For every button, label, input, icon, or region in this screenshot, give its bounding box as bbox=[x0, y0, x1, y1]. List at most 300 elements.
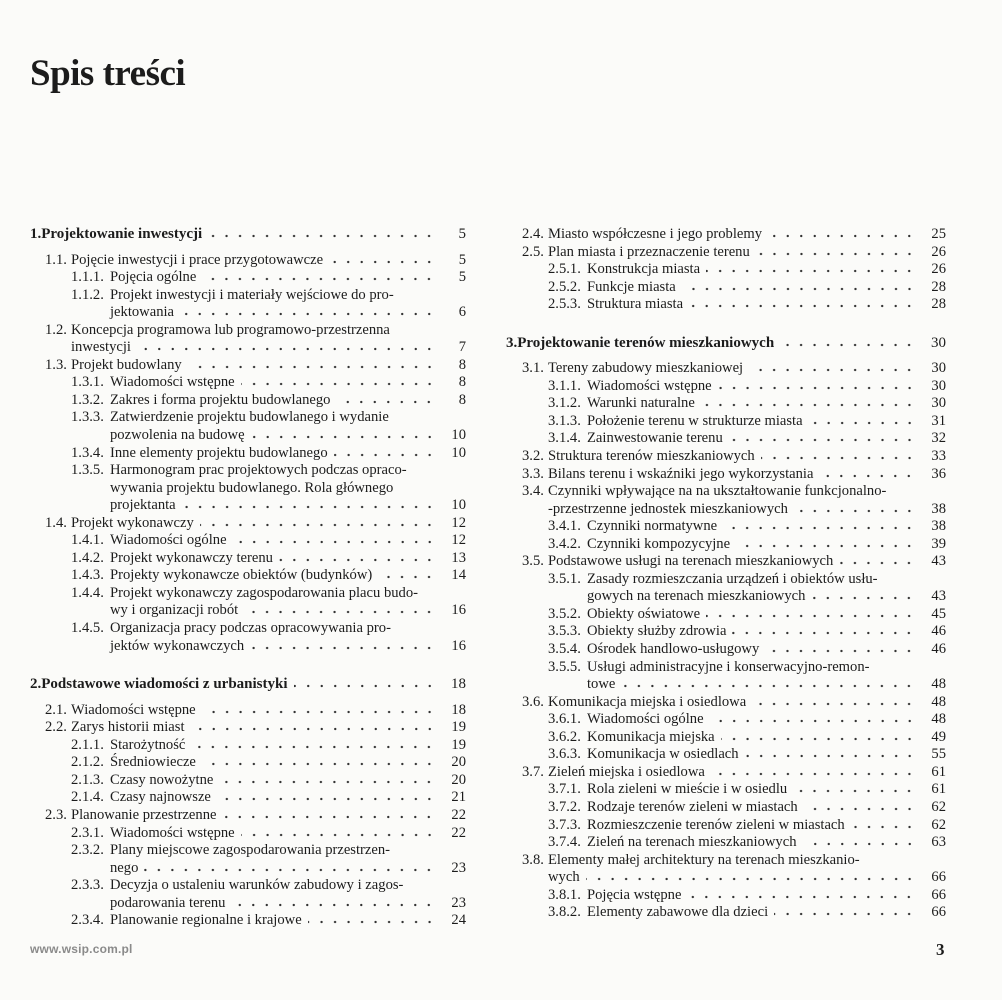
dot-leader bbox=[723, 520, 916, 530]
dot-leader bbox=[202, 756, 436, 766]
toc-entry[interactable] bbox=[506, 817, 946, 835]
page-ref: 5 bbox=[458, 251, 466, 268]
toc-entry[interactable] bbox=[506, 711, 946, 729]
dot-leader bbox=[188, 359, 436, 369]
dot-leader bbox=[811, 590, 916, 600]
toc-entry[interactable] bbox=[30, 702, 466, 720]
title-line bbox=[110, 772, 466, 790]
page-ref: 19 bbox=[451, 719, 466, 736]
toc-entry[interactable] bbox=[506, 430, 946, 448]
entry-number: 2.1.2. bbox=[71, 754, 104, 771]
toc-entry[interactable] bbox=[506, 518, 946, 536]
title-line bbox=[71, 719, 466, 737]
entry-number: 3.6. bbox=[522, 693, 544, 710]
entry-number: 1.3.1. bbox=[71, 374, 104, 391]
entry-title bbox=[587, 817, 946, 835]
dot-leader bbox=[200, 517, 436, 527]
title-line bbox=[71, 339, 466, 357]
title-text: Obiekty służby zdrowia bbox=[587, 623, 727, 640]
entry-number: 1.3. bbox=[45, 356, 67, 373]
title-line bbox=[587, 518, 946, 536]
page-ref: 63 bbox=[931, 834, 946, 851]
title-line bbox=[110, 567, 466, 585]
entry-title bbox=[41, 676, 466, 694]
entry-title bbox=[110, 287, 466, 322]
toc-entry[interactable] bbox=[506, 553, 946, 571]
title-text: wych bbox=[548, 869, 580, 886]
dot-leader bbox=[774, 906, 916, 916]
entry-number: 2.3.1. bbox=[71, 824, 104, 841]
toc-chapter[interactable] bbox=[506, 335, 946, 353]
page-ref: 28 bbox=[931, 278, 946, 295]
dot-leader bbox=[689, 298, 916, 308]
page-ref: 30 bbox=[931, 395, 946, 412]
toc-entry[interactable] bbox=[30, 842, 466, 877]
toc-entry[interactable] bbox=[30, 357, 466, 375]
entry-number: 2. bbox=[30, 676, 42, 693]
toc-chapter[interactable] bbox=[30, 676, 466, 694]
entry-number: 3.4.1. bbox=[548, 518, 581, 535]
title-text: Starożytność bbox=[110, 736, 186, 753]
entry-number: 3.1.4. bbox=[548, 430, 581, 447]
page-ref: 23 bbox=[451, 894, 466, 911]
title-line bbox=[71, 252, 466, 270]
page-ref: 22 bbox=[451, 806, 466, 823]
title-text: Wiadomości wstępne bbox=[587, 377, 712, 394]
page-ref: 28 bbox=[931, 296, 946, 313]
entry-number: 1.3.3. bbox=[71, 409, 104, 426]
title-line bbox=[587, 834, 946, 852]
page-ref: 48 bbox=[931, 711, 946, 728]
entry-title bbox=[587, 799, 946, 817]
entry-title bbox=[587, 413, 946, 431]
toc-entry[interactable] bbox=[30, 567, 466, 585]
title-line bbox=[110, 602, 466, 620]
toc-entry[interactable] bbox=[30, 322, 466, 357]
entry-number: 2.3. bbox=[45, 806, 67, 823]
entry-title bbox=[548, 764, 946, 782]
toc-entry[interactable] bbox=[30, 789, 466, 807]
dot-leader bbox=[718, 380, 916, 390]
title-line bbox=[587, 729, 946, 747]
dot-leader bbox=[732, 625, 916, 635]
page-ref: 66 bbox=[931, 886, 946, 903]
toc-entry[interactable] bbox=[506, 852, 946, 887]
page-ref: 16 bbox=[451, 637, 466, 654]
page-ref: 25 bbox=[931, 226, 946, 242]
title-line bbox=[110, 374, 466, 392]
page-ref: 62 bbox=[931, 816, 946, 833]
page-ref: 6 bbox=[458, 304, 466, 321]
dot-leader bbox=[803, 836, 917, 846]
title-line bbox=[548, 764, 946, 782]
entry-title bbox=[587, 536, 946, 554]
entry-title bbox=[110, 374, 466, 392]
title-text: Zainwestowanie terenu bbox=[587, 430, 723, 447]
entry-number: 3.8. bbox=[522, 851, 544, 868]
entry-number: 2.3.3. bbox=[71, 877, 104, 894]
toc-entry[interactable] bbox=[30, 912, 466, 930]
title-line bbox=[587, 904, 946, 922]
title-text: Projektowanie inwestycji bbox=[41, 226, 203, 242]
entry-title bbox=[71, 719, 466, 737]
entry-title bbox=[110, 532, 466, 550]
entry-title bbox=[110, 567, 466, 585]
title-text: Ośrodek handlowo-usługowy bbox=[587, 641, 760, 658]
title-line bbox=[587, 413, 946, 431]
toc-entry[interactable] bbox=[30, 392, 466, 410]
title-line bbox=[587, 623, 946, 641]
entry-number: 3.1.3. bbox=[548, 412, 581, 429]
title-text: Położenie terenu w strukturze miasta bbox=[587, 412, 803, 429]
entry-title bbox=[548, 553, 946, 571]
page-ref: 66 bbox=[931, 869, 946, 886]
page-number: 3 bbox=[936, 940, 945, 959]
title-line bbox=[110, 737, 466, 755]
entry-title bbox=[548, 244, 946, 262]
title-line bbox=[110, 304, 466, 322]
title-line bbox=[110, 392, 466, 410]
dot-leader bbox=[851, 819, 916, 829]
title-text: Planowanie przestrzenne bbox=[71, 806, 217, 823]
title-text: Tereny zabudowy mieszkaniowej bbox=[548, 360, 744, 377]
toc-entry[interactable] bbox=[506, 413, 946, 431]
page-ref: 12 bbox=[451, 514, 466, 531]
title-line bbox=[71, 357, 466, 375]
toc-entry[interactable] bbox=[506, 226, 946, 244]
entry-title bbox=[548, 226, 946, 244]
title-line bbox=[110, 754, 466, 772]
toc-entry[interactable] bbox=[30, 772, 466, 790]
page-ref: 66 bbox=[931, 904, 946, 921]
page-ref: 10 bbox=[451, 497, 466, 514]
entry-title bbox=[587, 729, 946, 747]
title-line bbox=[587, 746, 946, 764]
entry-title bbox=[587, 395, 946, 413]
page-ref: 62 bbox=[931, 798, 946, 815]
toc-entry[interactable] bbox=[506, 296, 946, 314]
title-text: Inne elementy projektu budowlanego bbox=[110, 444, 328, 461]
toc-entry[interactable] bbox=[30, 719, 466, 737]
title-text: jektowania bbox=[110, 304, 175, 321]
entry-number: 3.7.2. bbox=[548, 798, 581, 815]
page-ref: 14 bbox=[451, 567, 466, 584]
title-text: Podstawowe wiadomości z urbanistyki bbox=[41, 676, 288, 693]
dot-leader bbox=[251, 429, 436, 439]
entry-title bbox=[110, 772, 466, 790]
title-text: Obiekty oświatowe bbox=[587, 605, 701, 622]
dot-leader bbox=[144, 862, 436, 872]
entry-title bbox=[548, 694, 946, 712]
title-line: Plany miejscowe zagospodarowania przestrzen- bbox=[110, 842, 391, 859]
toc-entry[interactable] bbox=[506, 799, 946, 817]
dot-leader bbox=[729, 432, 916, 442]
toc-chapter[interactable] bbox=[30, 226, 466, 244]
page-title: Spis treści bbox=[30, 53, 186, 94]
title-line bbox=[587, 588, 946, 606]
title-text: Konstrukcja miasta bbox=[587, 261, 701, 278]
toc-entry[interactable] bbox=[30, 807, 466, 825]
title-line bbox=[548, 448, 946, 466]
entry-title bbox=[587, 834, 946, 852]
title-text: wy i organizacji robót bbox=[110, 602, 239, 619]
entry-number: 1.4.5. bbox=[71, 620, 104, 637]
title-text: pozwolenia na budowę bbox=[110, 427, 245, 444]
entry-title bbox=[587, 571, 946, 606]
toc-entry[interactable] bbox=[506, 244, 946, 262]
toc-entry[interactable] bbox=[30, 269, 466, 287]
page-ref: 32 bbox=[931, 430, 946, 447]
title-text: Czasy nowożytne bbox=[110, 771, 214, 788]
title-text: Projekt budowlany bbox=[71, 356, 182, 373]
toc-entry[interactable] bbox=[506, 606, 946, 624]
title-text: projektanta bbox=[110, 497, 176, 514]
toc-entry[interactable] bbox=[30, 374, 466, 392]
dot-leader bbox=[241, 827, 436, 837]
entry-number: 3.4.2. bbox=[548, 535, 581, 552]
entry-number: 3.6.2. bbox=[548, 728, 581, 745]
page-ref: 24 bbox=[451, 912, 466, 929]
toc-entry[interactable] bbox=[30, 620, 466, 655]
toc-entry[interactable] bbox=[506, 571, 946, 606]
page-ref: 22 bbox=[451, 824, 466, 841]
toc-entry[interactable] bbox=[506, 746, 946, 764]
page-ref: 26 bbox=[931, 261, 946, 278]
toc-entry[interactable] bbox=[30, 825, 466, 843]
title-text: Rozmieszczenie terenów zieleni w miastach bbox=[587, 816, 845, 833]
toc-entry[interactable] bbox=[30, 550, 466, 568]
entry-number: 1.2. bbox=[45, 321, 67, 338]
page-ref: 48 bbox=[931, 676, 946, 693]
toc-entry[interactable] bbox=[30, 445, 466, 463]
title-line bbox=[587, 887, 946, 905]
title-text: Projekt wykonawczy terenu bbox=[110, 549, 273, 566]
entry-number: 3.2. bbox=[522, 448, 544, 465]
toc-entry[interactable] bbox=[30, 409, 466, 444]
entry-title bbox=[587, 518, 946, 536]
title-line bbox=[110, 550, 466, 568]
dot-leader bbox=[202, 704, 436, 714]
entry-title bbox=[587, 711, 946, 729]
page-ref: 21 bbox=[451, 789, 466, 806]
entry-number: 2.4. bbox=[522, 226, 544, 242]
page-ref: 23 bbox=[451, 859, 466, 876]
page-ref: 43 bbox=[931, 553, 946, 570]
toc-entry[interactable] bbox=[30, 287, 466, 322]
entry-number: 2.1.1. bbox=[71, 736, 104, 753]
title-text: Zieleń na terenach mieszkaniowych bbox=[587, 834, 797, 851]
title-line bbox=[548, 360, 946, 378]
title-line bbox=[587, 279, 946, 297]
page-ref: 26 bbox=[931, 243, 946, 260]
entry-number: 2.5.2. bbox=[548, 278, 581, 295]
entry-title bbox=[71, 515, 466, 533]
toc-entry[interactable] bbox=[30, 515, 466, 533]
entry-number: 1. bbox=[30, 226, 42, 242]
entry-number: 3.7. bbox=[522, 763, 544, 780]
toc-entry[interactable] bbox=[506, 448, 946, 466]
entry-number: 3.1. bbox=[522, 360, 544, 377]
page-ref: 46 bbox=[931, 623, 946, 640]
dot-leader bbox=[202, 271, 436, 281]
dot-leader bbox=[294, 678, 436, 688]
toc-entry[interactable] bbox=[506, 904, 946, 922]
title-line: wywania projektu budowlanego. Rola głównego bbox=[110, 479, 394, 496]
page-ref: 20 bbox=[451, 754, 466, 771]
dot-leader bbox=[233, 534, 436, 544]
toc-entry[interactable] bbox=[506, 834, 946, 852]
page-ref: 8 bbox=[458, 356, 466, 373]
title-line bbox=[587, 606, 946, 624]
page-ref: 30 bbox=[931, 360, 946, 377]
entry-title bbox=[71, 357, 466, 375]
dot-leader bbox=[768, 228, 916, 238]
entry-title bbox=[71, 322, 466, 357]
title-line bbox=[548, 553, 946, 571]
dot-leader bbox=[191, 721, 437, 731]
title-text: Podstawowe usługi na terenach mieszkaniowych bbox=[548, 553, 834, 570]
toc-entry[interactable] bbox=[506, 395, 946, 413]
page-ref: 19 bbox=[451, 736, 466, 753]
entry-title bbox=[587, 378, 946, 396]
entry-number: 3.1.2. bbox=[548, 395, 581, 412]
toc-entry[interactable] bbox=[506, 466, 946, 484]
entry-title bbox=[587, 261, 946, 279]
page-ref: 61 bbox=[931, 781, 946, 798]
entry-title bbox=[110, 912, 466, 930]
page-ref: 38 bbox=[931, 518, 946, 535]
toc-entry[interactable] bbox=[506, 279, 946, 297]
title-text: Miasto współczesne i jego problemy bbox=[548, 226, 762, 242]
toc-entry[interactable] bbox=[506, 729, 946, 747]
entry-number: 1.1.2. bbox=[71, 286, 104, 303]
toc-entry[interactable] bbox=[30, 877, 466, 912]
entry-title bbox=[587, 430, 946, 448]
title-text: Komunikacja miejska i osiedlowa bbox=[548, 693, 747, 710]
dot-leader bbox=[756, 246, 916, 256]
entry-title bbox=[517, 335, 946, 353]
dot-leader bbox=[710, 713, 916, 723]
toc-column-right bbox=[506, 226, 946, 922]
title-line bbox=[548, 869, 946, 887]
title-text: Projekt wykonawczy bbox=[71, 514, 194, 531]
toc-entry[interactable] bbox=[506, 887, 946, 905]
toc-entry[interactable] bbox=[30, 462, 466, 515]
title-text: Bilans terenu i wskaźniki jego wykorzystania bbox=[548, 465, 814, 482]
dot-leader bbox=[765, 643, 916, 653]
page-ref: 13 bbox=[451, 549, 466, 566]
dot-leader bbox=[250, 640, 436, 650]
toc-entry[interactable] bbox=[506, 641, 946, 659]
entry-number: 1.4.2. bbox=[71, 549, 104, 566]
toc-entry[interactable] bbox=[506, 781, 946, 799]
title-line: Elementy małej architektury na terenach mieszkanio- bbox=[548, 851, 860, 868]
page-ref: 55 bbox=[931, 746, 946, 763]
dot-leader bbox=[244, 604, 436, 614]
title-text: Czynniki kompozycyjne bbox=[587, 535, 731, 552]
title-text: Komunikacja miejska bbox=[587, 728, 715, 745]
entry-number: 3.7.1. bbox=[548, 781, 581, 798]
dot-leader bbox=[706, 263, 916, 273]
entry-title bbox=[587, 904, 946, 922]
page-ref: 39 bbox=[931, 535, 946, 552]
toc-entry[interactable] bbox=[30, 252, 466, 270]
title-line: Projekt wykonawczy zagospodarowania placu budo- bbox=[110, 584, 418, 601]
entry-title bbox=[71, 702, 466, 720]
title-text: Plan miasta i przeznaczenie terenu bbox=[548, 243, 750, 260]
entry-number: 3.7.4. bbox=[548, 834, 581, 851]
entry-number: 2.5.1. bbox=[548, 261, 581, 278]
entry-title bbox=[110, 462, 466, 515]
title-line bbox=[548, 501, 946, 519]
toc-entry[interactable] bbox=[506, 483, 946, 518]
dot-leader bbox=[241, 376, 436, 386]
page-ref: 61 bbox=[931, 763, 946, 780]
title-text: Średniowiecze bbox=[110, 754, 196, 771]
toc-entry[interactable] bbox=[506, 694, 946, 712]
toc-entry[interactable] bbox=[30, 737, 466, 755]
page-ref: 8 bbox=[458, 391, 466, 408]
page-ref: 31 bbox=[931, 412, 946, 429]
dot-leader bbox=[208, 228, 436, 238]
dot-leader bbox=[749, 362, 916, 372]
dot-leader bbox=[219, 774, 436, 784]
page-ref: 30 bbox=[931, 377, 946, 394]
toc-entry[interactable] bbox=[506, 360, 946, 378]
toc-entry[interactable] bbox=[506, 536, 946, 554]
entry-number: 1.1. bbox=[45, 251, 67, 268]
entry-number: 1.4. bbox=[45, 514, 67, 531]
toc-entry[interactable] bbox=[30, 585, 466, 620]
title-text: Pojęcie inwestycji i prace przygotowawcze bbox=[71, 251, 324, 268]
dot-leader bbox=[222, 809, 436, 819]
toc-entry[interactable] bbox=[506, 261, 946, 279]
toc-entry[interactable] bbox=[506, 659, 946, 694]
title-line bbox=[110, 427, 466, 445]
title-line bbox=[71, 515, 466, 533]
entry-number: 1.3.5. bbox=[71, 462, 104, 479]
entry-number: 3.5. bbox=[522, 553, 544, 570]
entry-number: 3.5.5. bbox=[548, 658, 581, 675]
title-line bbox=[587, 817, 946, 835]
title-text: Wiadomości ogólne bbox=[587, 711, 704, 728]
title-line: Decyzja o ustaleniu warunków zabudowy i zagos- bbox=[110, 877, 404, 894]
page-ref: 18 bbox=[451, 676, 466, 693]
entry-title bbox=[110, 737, 466, 755]
page-ref: 36 bbox=[931, 465, 946, 482]
toc-entry[interactable] bbox=[506, 764, 946, 782]
title-text: Elementy zabawowe dla dzieci bbox=[587, 904, 769, 921]
title-line: Czynniki wpływające na na ukształtowanie funkcjonalno- bbox=[548, 483, 887, 500]
entry-number: 3.6.3. bbox=[548, 746, 581, 763]
toc-entry[interactable] bbox=[30, 532, 466, 550]
page-ref: 5 bbox=[458, 226, 466, 242]
entry-title bbox=[548, 448, 946, 466]
entry-number: 2.1.4. bbox=[71, 789, 104, 806]
title-line: Harmonogram prac projektowych podczas opraco- bbox=[110, 462, 407, 479]
title-text: Wiadomości ogólne bbox=[110, 532, 227, 549]
entry-title bbox=[587, 623, 946, 641]
toc-entry[interactable] bbox=[30, 754, 466, 772]
entry-number: 1.4.1. bbox=[71, 532, 104, 549]
toc-entry[interactable] bbox=[506, 623, 946, 641]
entry-title bbox=[548, 466, 946, 484]
entry-title bbox=[110, 754, 466, 772]
dot-leader bbox=[701, 397, 916, 407]
toc-entry[interactable] bbox=[506, 378, 946, 396]
dot-leader bbox=[329, 254, 436, 264]
title-text: Zakres i forma projektu budowlanego bbox=[110, 391, 331, 408]
